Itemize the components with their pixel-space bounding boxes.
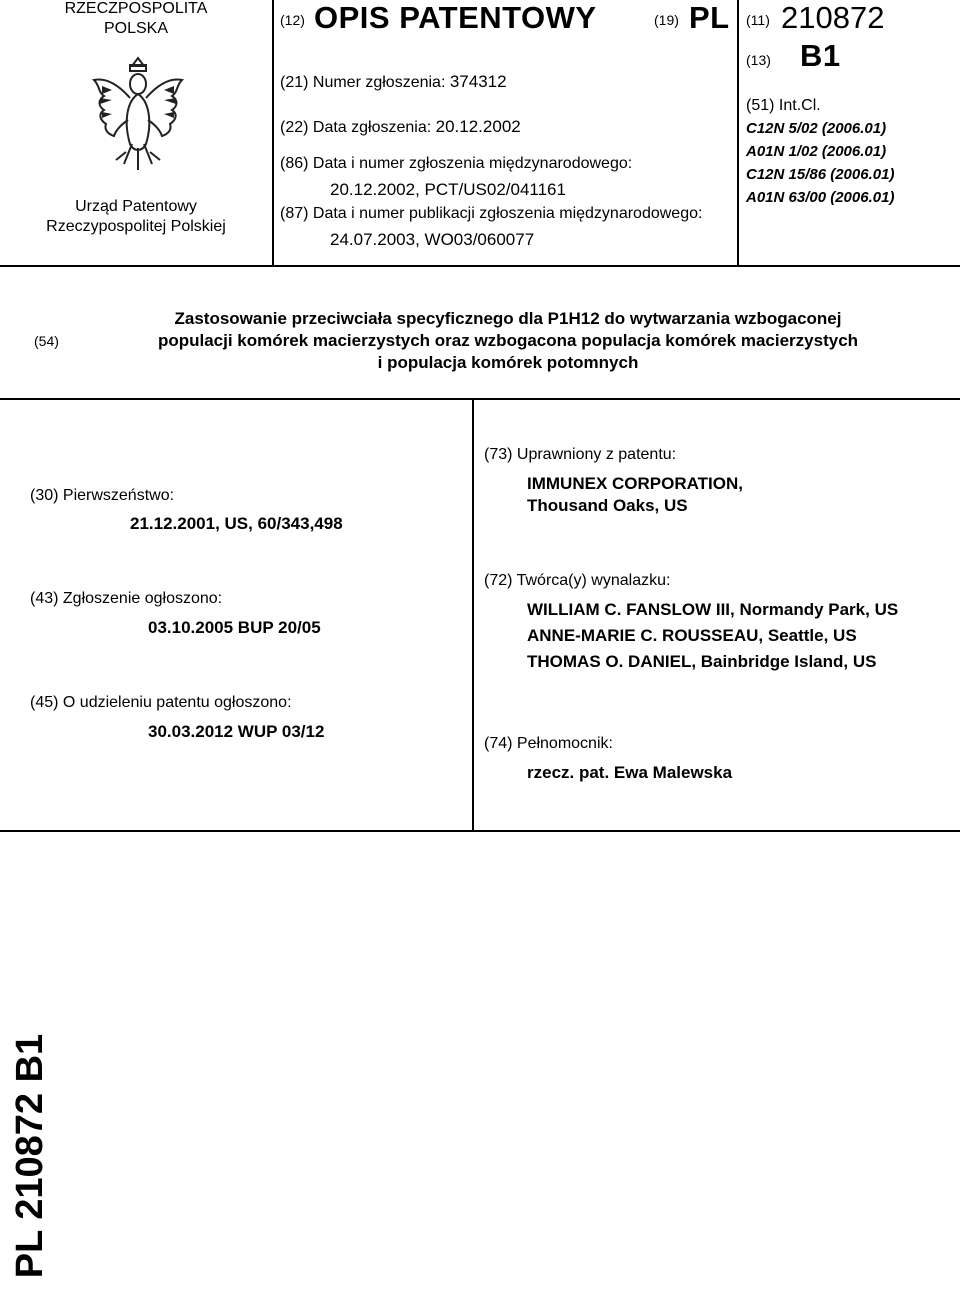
inventor-item: THOMAS O. DANIEL, Bainbridge Island, US xyxy=(527,652,877,671)
country-name-line2: POLSKA xyxy=(103,20,169,37)
application-number-field: (21) Numer zgłoszenia: 374312 xyxy=(280,72,507,91)
grant-publication-label: (45) O udzieleniu patentu ogłoszono: xyxy=(30,694,292,711)
inid-code-11: (11) xyxy=(746,12,770,28)
invention-title-line2: populacji komórek macierzystych oraz wzbogacona populacja komórek macierzystych xyxy=(157,331,859,350)
document-type-title: OPIS PATENTOWY xyxy=(314,0,597,35)
vertical-patent-stamp: PL 210872 B1 xyxy=(9,1033,51,1279)
int-cl-label: (51) Int.Cl. xyxy=(746,97,821,114)
inid-code-54: (54) xyxy=(34,333,59,349)
patent-number: 210872 xyxy=(781,0,885,35)
int-cl-code: A01N 1/02 (2006.01) xyxy=(746,143,887,160)
international-application-label: (86) Data i numer zgłoszenia międzynarodowego: xyxy=(280,155,633,172)
patent-office-name-line2: Rzeczypospolitej Polskiej xyxy=(46,218,226,235)
patent-office-name-line1: Urząd Patentowy xyxy=(75,198,197,215)
application-date-field: (22) Data zgłoszenia: 20.12.2002 xyxy=(280,117,521,136)
priority-value: 21.12.2001, US, 60/343,498 xyxy=(130,514,343,533)
attorney-name: rzecz. pat. Ewa Malewska xyxy=(527,763,733,782)
header-divider-right xyxy=(737,0,739,265)
patent-owner-label: (73) Uprawniony z patentu: xyxy=(484,446,677,463)
invention-title-line3: i populacja komórek potomnych xyxy=(377,353,639,372)
international-publication-value: 24.07.2003, WO03/060077 xyxy=(330,230,535,249)
invention-title xyxy=(70,308,946,374)
inid-code-19: (19) xyxy=(654,12,679,28)
grant-publication-value: 30.03.2012 WUP 03/12 xyxy=(148,722,325,741)
header-divider-left xyxy=(272,0,274,265)
inventor-item: WILLIAM C. FANSLOW III, Normandy Park, US xyxy=(527,600,899,619)
priority-label: (30) Pierwszeństwo: xyxy=(30,487,175,504)
attorney-label: (74) Pełnomocnik: xyxy=(484,735,613,752)
inventor-item: ANNE-MARIE C. ROUSSEAU, Seattle, US xyxy=(527,626,857,645)
body-column-divider xyxy=(472,398,474,830)
inventors-label: (72) Twórca(y) wynalazku: xyxy=(484,572,671,589)
international-publication-label: (87) Data i numer publikacji zgłoszenia międzynarodowego: xyxy=(280,205,703,222)
title-separator xyxy=(0,398,960,400)
int-cl-code: A01N 63/00 (2006.01) xyxy=(746,189,895,206)
country-code: PL xyxy=(689,0,730,35)
inid-code-12: (12) xyxy=(280,12,305,28)
application-publication-label: (43) Zgłoszenie ogłoszono: xyxy=(30,590,223,607)
int-cl-code: C12N 5/02 (2006.01) xyxy=(746,120,887,137)
header-separator xyxy=(0,265,960,267)
kind-code: B1 xyxy=(800,38,841,73)
polish-eagle-emblem-icon xyxy=(86,52,190,180)
invention-title-line1: Zastosowanie przeciwciała specyficznego dla P1H12 do wytwarzania wzbogaconej xyxy=(174,309,842,328)
international-application-value: 20.12.2002, PCT/US02/041161 xyxy=(330,180,566,199)
patent-owner-location: Thousand Oaks, US xyxy=(527,496,688,515)
country-name-line1: RZECZPOSPOLITA xyxy=(64,0,208,17)
inid-code-13: (13) xyxy=(746,52,771,68)
patent-owner-name: IMMUNEX CORPORATION, xyxy=(527,474,743,493)
int-cl-code: C12N 15/86 (2006.01) xyxy=(746,166,895,183)
body-bottom-separator xyxy=(0,830,960,832)
application-publication-value: 03.10.2005 BUP 20/05 xyxy=(148,618,321,637)
